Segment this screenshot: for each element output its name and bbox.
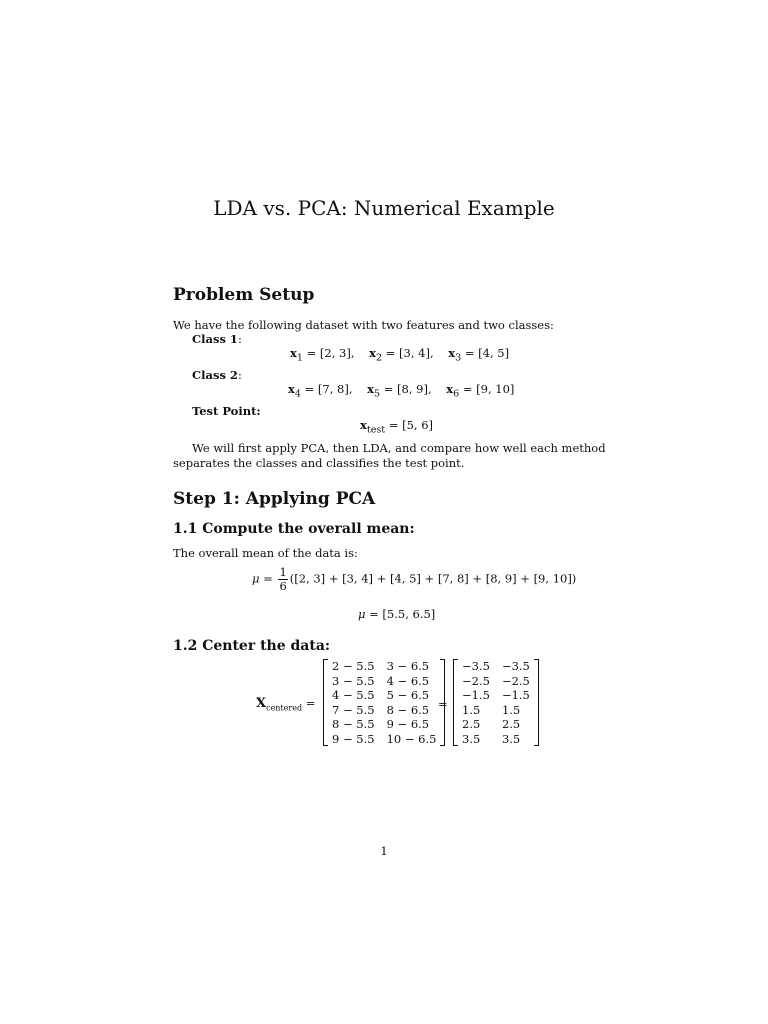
matrix-cell: 8 − 6.5 [386, 702, 430, 717]
intro-text: We have the following dataset with two features and two classes: [173, 318, 554, 332]
matrix-cell: 5 − 6.5 [386, 688, 430, 702]
class1-label-line: Class 1: [192, 332, 242, 346]
matrix-row [456, 688, 536, 703]
matrix-row [456, 659, 536, 674]
matrix-row [326, 688, 442, 703]
problem-setup-heading: Problem Setup [173, 285, 315, 305]
class1-points [290, 346, 509, 363]
matrix-cell: −1.5 [462, 688, 490, 702]
matrix-cell: 1.5 [501, 702, 521, 717]
point-x5: $x_5 = [8$, 9], [367, 382, 432, 400]
one-sixth-fraction: $\frac{1}{6}$ [279, 565, 287, 593]
centered-matrix-right [453, 659, 539, 746]
matrix-row [326, 703, 442, 718]
test-point: $x_{test} = [5$, 6] [360, 418, 434, 436]
point-x2: $x_2 = [3$, 4], [369, 346, 434, 364]
matrix-cell: 4 − 5.5 [332, 688, 375, 702]
matrix-cell: 3.5 [462, 731, 481, 746]
class2-label: Class 2 [192, 368, 238, 382]
matrix-cell: 3.5 [501, 731, 521, 746]
matrix-cell: 3 − 6.5 [386, 659, 430, 673]
matrix-cell: −2.5 [462, 673, 490, 688]
matrix-cell: 4 − 6.5 [386, 673, 430, 688]
matrix-cell: 3 − 5.5 [332, 673, 375, 688]
page-title: LDA vs. PCA: Numerical Example [213, 196, 555, 220]
para-line2: separates the classes and classifies the test point. [173, 456, 465, 470]
test-point-label: Test Point: [192, 404, 261, 418]
subsection-1-1-heading: 1.1 Compute the overall mean: [173, 521, 415, 537]
step1-heading: Step 1: Applying PCA [173, 489, 376, 509]
matrix-row [326, 732, 442, 747]
point-x4: $x_4 = [7$, 8], [288, 382, 353, 400]
matrix-cell: 8 − 5.5 [332, 717, 375, 731]
matrix-cell: −1.5 [501, 688, 530, 702]
matrix-row [326, 717, 442, 732]
matrix-cell: 10 − 6.5 [386, 731, 437, 746]
matrix-cell: 7 − 5.5 [332, 702, 375, 717]
para-line1: We will first apply PCA, then LDA, and compare how well each method [192, 441, 606, 455]
class2-points [288, 382, 514, 399]
point-x1: $x_1 = [2$, 3], [290, 346, 355, 364]
point-x6: $x_6 = [9$, 10] [446, 382, 515, 400]
matrix-cell: 2 − 5.5 [332, 659, 375, 673]
matrix-cell: 2.5 [462, 717, 481, 731]
mean-equation: μ = $\frac{1}{6}$ ([2, 3] + [3, 4] + [4, 5] + [7, 8] + [8, 9] + [9, 10]) [252, 565, 577, 593]
matrix-row [456, 703, 536, 718]
matrix-cell: −2.5 [501, 673, 530, 688]
centered-label: $X_{centered}$ = [256, 696, 316, 713]
overall-mean-text: The overall mean of the data is: [173, 546, 358, 560]
matrix-row [456, 732, 536, 747]
mean-result: μ = [5.5, 6.5] [358, 607, 436, 621]
matrix-cell: −3.5 [501, 659, 530, 673]
class2-label-line: Class 2: [192, 368, 242, 382]
centered-matrix-left [323, 659, 445, 746]
class1-label: Class 1 [192, 332, 238, 346]
point-x3: $x_3 = [4$, 5] [448, 346, 510, 364]
subsection-1-2-heading: 1.2 Center the data: [173, 638, 331, 654]
equals-sign: = [438, 697, 448, 711]
matrix-row [456, 717, 536, 732]
page-number: 1 [380, 844, 388, 858]
matrix-row [456, 674, 536, 689]
matrix-cell: 2.5 [501, 717, 521, 731]
matrix-cell: 9 − 6.5 [386, 717, 430, 731]
matrix-cell: −3.5 [462, 659, 490, 673]
matrix-row [326, 659, 442, 674]
matrix-row [326, 674, 442, 689]
matrix-cell: 9 − 5.5 [332, 731, 375, 746]
matrix-cell: 1.5 [462, 702, 481, 717]
